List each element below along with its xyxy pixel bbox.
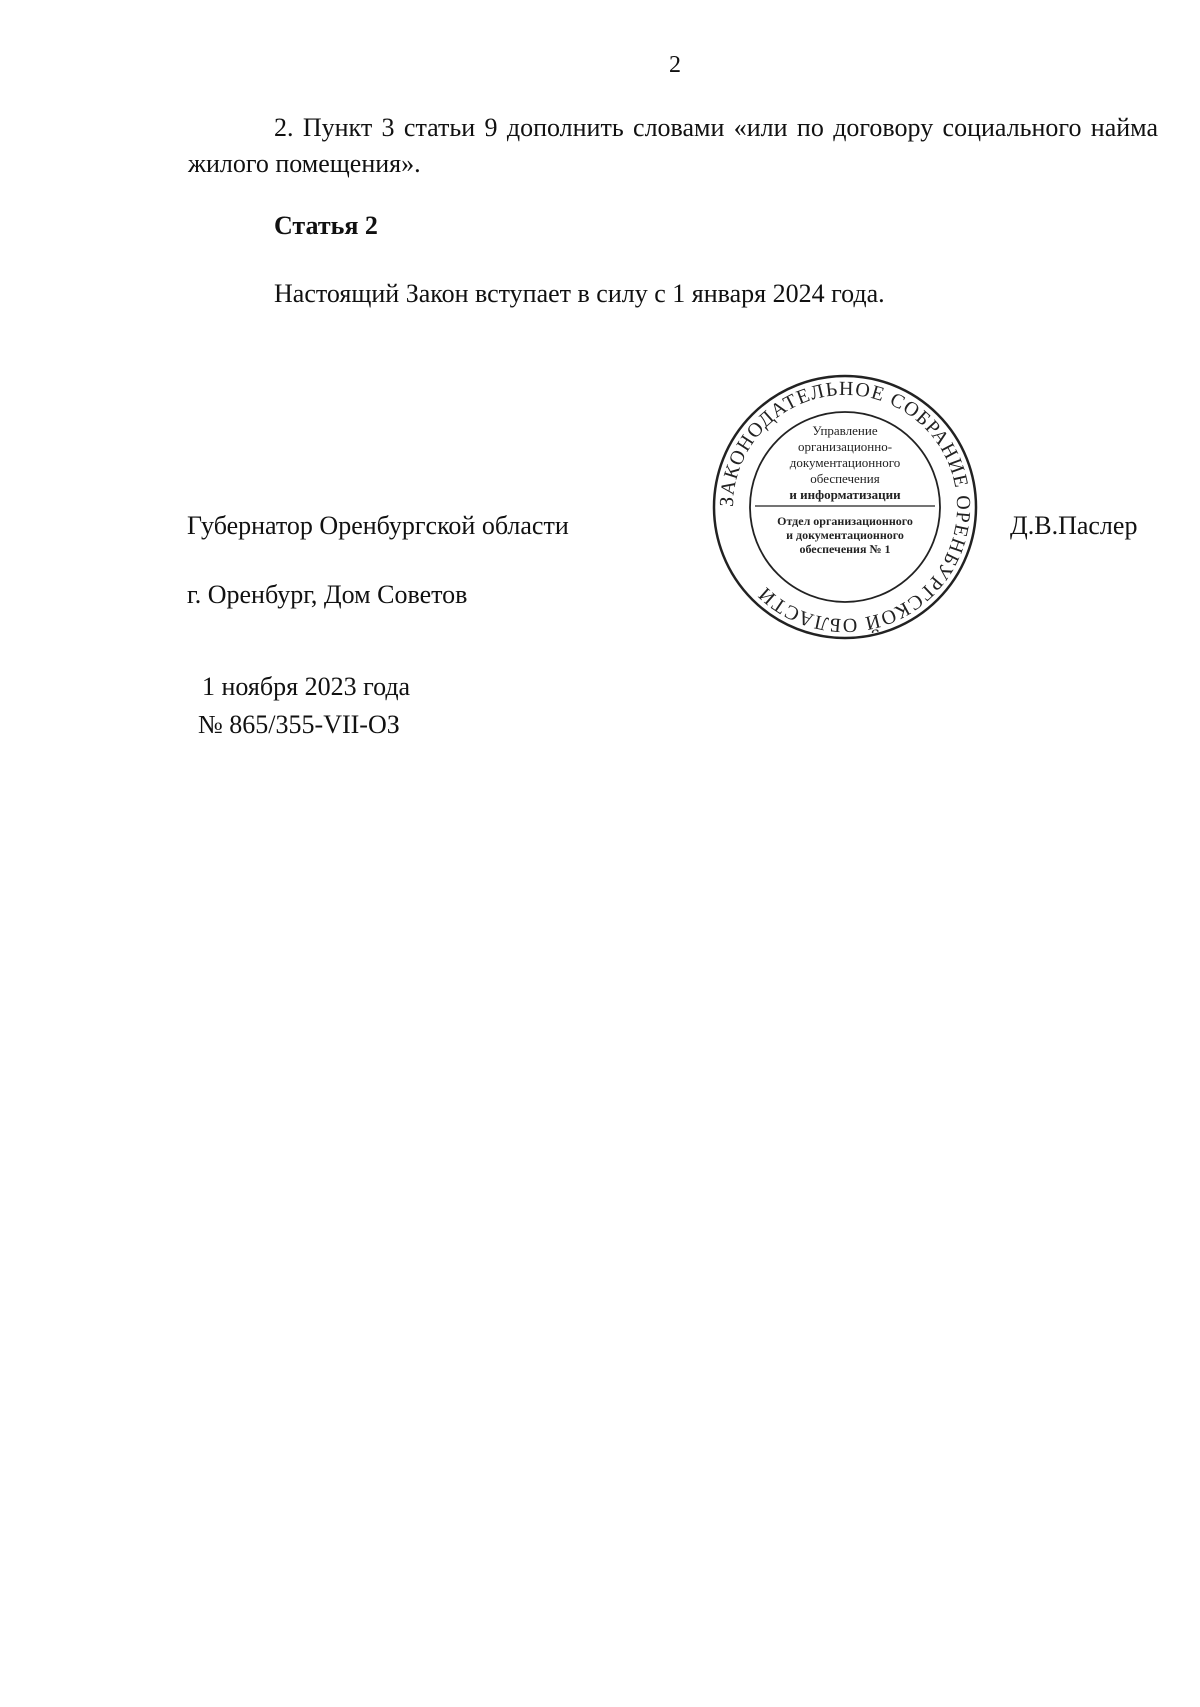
stamp-line-8: обеспечения № 1: [799, 542, 891, 556]
governor-name: Д.В.Паслер: [1010, 511, 1138, 540]
signing-date: 1 ноября 2023 года: [202, 672, 411, 701]
page-number: 2: [669, 52, 681, 78]
article-heading: Статья 2: [274, 211, 378, 240]
paragraph-effective-date: Настоящий Закон вступает в силу с 1 января 2024 года.: [274, 279, 885, 308]
stamp-line-7: и документационного: [786, 528, 904, 542]
stamp-line-1: Управление: [812, 423, 878, 438]
stamp-line-3: документационного: [789, 455, 901, 470]
law-number: № 865/355-VII-ОЗ: [198, 710, 400, 739]
place-of-signing: г. Оренбург, Дом Советов: [187, 580, 468, 609]
svg-text:ЗАКОНОДАТЕЛЬНОЕ СОБРАНИЕ ОРЕНБ: [716, 378, 974, 636]
stamp-seal: [710, 372, 980, 642]
stamp-line-5: и информатизации: [789, 487, 901, 502]
stamp-line-2: организационно-: [797, 439, 893, 454]
stamp-line-4: обеспечения: [810, 471, 880, 486]
stamp-ring-text: ЗАКОНОДАТЕЛЬНОЕ СОБРАНИЕ ОРЕНБУРГСКОЙ ОБЛАСТИ: [715, 377, 975, 637]
paragraph-amendment: 2. Пункт 3 статьи 9 дополнить словами «или по договору социального найма жилого помещения».: [188, 113, 1158, 178]
official-stamp: [710, 372, 980, 642]
governor-title: Губернатор Оренбургской области: [187, 511, 569, 540]
stamp-line-6: Отдел организационного: [777, 514, 913, 528]
